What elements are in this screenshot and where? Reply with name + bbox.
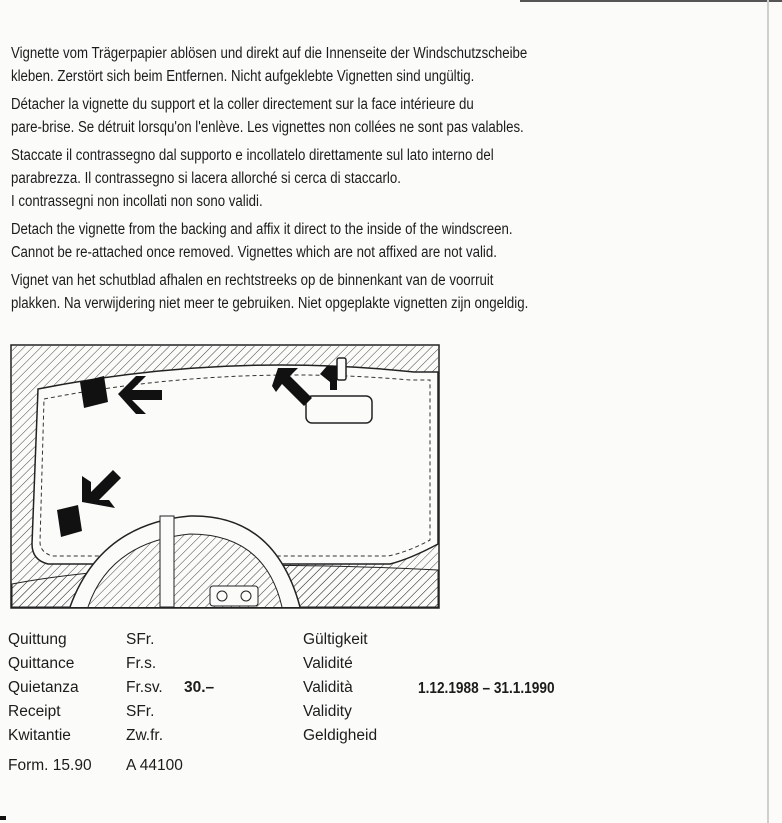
- instruction-line: Staccate il contrassegno dal supporto e incollatelo direttamente sul lato interno del: [11, 147, 494, 164]
- rear-view-mirror: [306, 396, 372, 423]
- print-speck: [0, 816, 6, 820]
- validity-period: [418, 677, 573, 701]
- validity-label: Validité: [303, 655, 353, 672]
- instruction-line: I contrassegni non incollati non sono validi.: [11, 193, 263, 210]
- instruction-line: kleben. Zerstört sich beim Entfernen. Nicht aufgeklebte Vignetten sind ungültig.: [11, 68, 475, 85]
- instruction-de: [11, 42, 751, 88]
- currency-label: SFr.: [126, 703, 155, 720]
- receipt-label: Receipt: [8, 703, 61, 720]
- validity-label: Gültigkeit: [303, 631, 368, 648]
- instruction-en: [11, 218, 751, 264]
- receipt-label: Quietanza: [8, 679, 79, 696]
- validity-label: Validità: [303, 679, 353, 696]
- validity-period-text: 1.12.1988 – 31.1.1990: [418, 680, 555, 697]
- instruction-line: Vignette vom Trägerpapier ablösen und direkt auf die Innenseite der Windschutzscheibe: [11, 45, 528, 62]
- instruction-line: Cannot be re-attached once removed. Vignettes which are not affixed are not valid.: [11, 244, 497, 261]
- currency-label: Zw.fr.: [126, 727, 164, 744]
- currency-label: SFr.: [126, 631, 155, 648]
- price-value: 30.–: [184, 679, 215, 696]
- windscreen-illustration: [10, 344, 440, 609]
- receipt-label: Quittung: [8, 631, 67, 648]
- validity-label: Geldigheid: [303, 727, 378, 744]
- serial-number: A 44100: [126, 757, 183, 774]
- receipt-label: Quittance: [8, 655, 75, 672]
- receipt-label: Kwitantie: [8, 727, 71, 744]
- instruction-line: parabrezza. Il contrassegno si lacera allorché si cerca di staccarlo.: [11, 170, 401, 187]
- instruction-fr: [11, 93, 751, 139]
- top-edge-line: [520, 0, 782, 2]
- currency-label: Fr.s.: [126, 655, 157, 672]
- validity-label: Validity: [303, 703, 352, 720]
- instruction-line: Détacher la vignette du support et la coller directement sur la face intérieure du: [11, 96, 474, 113]
- instructions-block: [11, 42, 751, 320]
- card-edge: [767, 0, 769, 823]
- mirror-mount: [337, 358, 346, 380]
- currency-label: Fr.sv.: [126, 679, 163, 696]
- instruction-it: [11, 144, 751, 213]
- steering-column: [160, 516, 174, 607]
- instruction-nl: [11, 269, 751, 315]
- form-number: Form. 15.90: [8, 757, 92, 774]
- instruction-line: pare-brise. Se détruit lorsqu'on l'enlève. Les vignettes non collées ne sont pas valables.: [11, 119, 524, 136]
- instruction-line: Detach the vignette from the backing and affix it direct to the inside of the windscreen.: [11, 221, 513, 238]
- instruction-line: Vignet van het schutblad afhalen en rechtstreeks op de binnenkant van de voorruit: [11, 272, 494, 289]
- instruction-line: plakken. Na verwijdering niet meer te gebruiken. Niet opgeplakte vignetten zijn ongeldig.: [11, 295, 529, 312]
- windscreen-diagram: [10, 344, 440, 609]
